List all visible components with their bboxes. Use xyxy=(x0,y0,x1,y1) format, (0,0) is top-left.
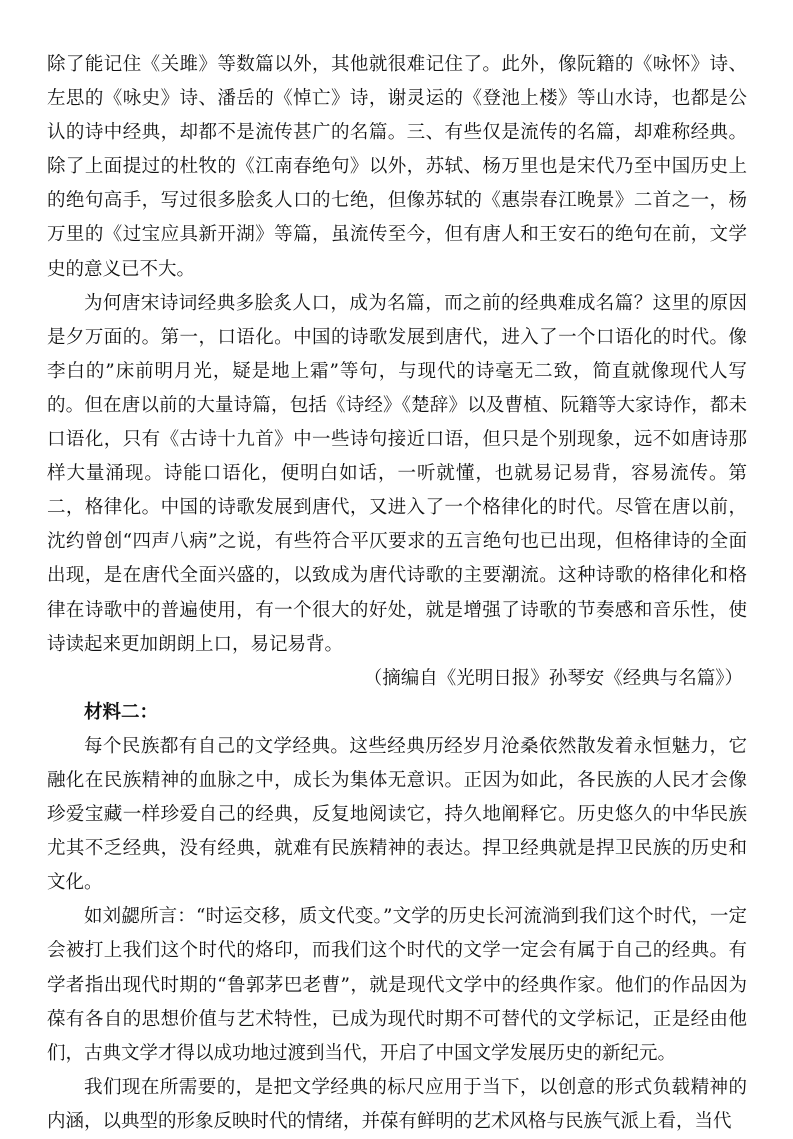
paragraph-liu-xie: 如刘勰所言：“时运交移，质文代变。”文学的历史长河流淌到我们这个时代，一定会被打上我们这个时代的烙印，而我们这个时代的文学一定会有属于自己的经典。有学者指出现代时期的“鲁郭茅巴老曹”，就是现代文学中的经典作家。他们的作品因为葆有各自的思想价值与艺术特性，已成为现代时期不可替代的文学标记，正是经由他们，古典文学才得以成功地过渡到当代，开启了中国文学发展历史的新纪元。 xyxy=(47,906,747,1064)
document-page xyxy=(47,48,747,1139)
source-citation: （摘编自《光明日报》孙琴安《经典与名篇》） xyxy=(363,667,743,689)
paragraph-reasons: 为何唐宋诗词经典多脍炙人口，成为名篇，而之前的经典难成名篇？这里的原因是夕万面的。第一，口语化。中国的诗歌发展到唐代，进入了一个口语化的时代。像李白的”床前明月光，疑是地上霜”等句，与现代的诗毫无二致，简直就像现代人写的。但在唐以前的大量诗篇，包括《诗经》《楚辞》以及曹植、阮籍等大家诗作，都未口语化，只有《古诗十九首》中一些诗句接近口语，但只是个别现象，远不如唐诗那样大量涌现。诗能口语化，便明白如话，一听就懂，也就易记易背，容易流传。第二，格律化。中国的诗歌发展到唐代，又进入了一个格律化的时代。尽管在唐以前，沈约曾创“四声八病”之说，有些符合平仄要求的五言绝句也已出现，但格律诗的全面出现，是在唐代全面兴盛的，以致成为唐代诗歌的主要潮流。这种诗歌的格律化和格律在诗歌中的普遍使用，有一个很大的好处，就是增强了诗歌的节奏感和音乐性，使诗读起来更加朗朗上口，易记易背。 xyxy=(47,292,747,655)
paragraph-current-needs: 我们现在所需要的，是把文学经典的标尺应用于当下，以创意的形式负载精神的内涵，以典型的形象反映时代的情绪，并葆有鲜明的艺术风格与民族气派上看，当代 xyxy=(47,1076,747,1132)
paragraph-continued: 除了能记住《关雎》等数篇以外，其他就很难记住了。此外，像阮籍的《咏怀》诗、左思的《咏史》诗、潘岳的《悼亡》诗，谢灵运的《登池上楼》等山水诗，也都是公认的诗中经典，却都不是流传甚广的名篇。三、有些仅是流传的名篇，却难称经典。除了上面提过的杜牧的《江南春绝句》以外，苏轼、杨万里也是宋代乃至中国历史上的绝句高手，写过很多脍炙人口的七绝，但像苏轼的《惠崇春江晚景》二首之一，杨万里的《过宝应具新开湖》等篇，虽流传至今，但有唐人和王安石的绝句在前，文学史的意义已不大。 xyxy=(47,54,747,280)
material-two-heading: 材料二： xyxy=(84,701,159,723)
paragraph-national-classics: 每个民族都有自己的文学经典。这些经典历经岁月沧桑依然散发着永恒魅力，它融化在民族精神的血脉之中，成长为集体无意识。正因为如此，各民族的人民才会像珍爱宝藏一样珍爱自己的经典，反复地阅读它，持久地阐释它。历史悠久的中华民族尤其不乏经典，没有经典，就难有民族精神的表达。捍卫经典就是捍卫民族的历史和文化。 xyxy=(47,735,747,894)
